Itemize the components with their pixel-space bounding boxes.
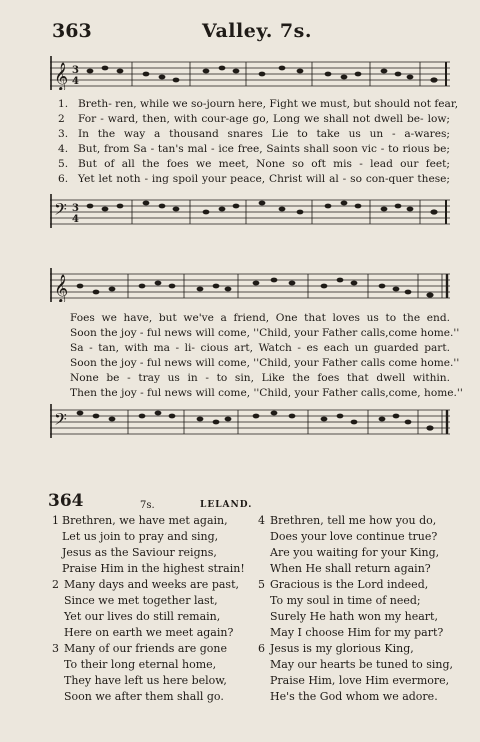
svg-text:3: 3 [72, 65, 79, 76]
staff-system-2-treble [50, 268, 450, 302]
hymn-364-number: 364 [48, 491, 84, 511]
stanza-6-line-2: May our hearts be tuned to sing, [270, 658, 453, 671]
stanza-6-line-1: Jesus is my glorious King, [270, 642, 414, 655]
stanza-3-line-1: Many of our friends are gone [64, 642, 227, 655]
stanza-4-line-4: When He shall return again? [270, 562, 431, 575]
svg-text:3: 3 [72, 203, 79, 214]
staff-system-1-treble [50, 56, 450, 90]
verse-line-2: 2 For - ward, then, with cour-age go, Long we shall not dwell be- low; [58, 113, 450, 125]
stanza-5-line-4: May I choose Him for my part? [270, 626, 444, 639]
staff-system-2-bass [50, 404, 450, 438]
music-notation-icon [50, 404, 450, 438]
refrain-line-1: Foes we have, but we've a friend, One that loves us to the end. [70, 312, 450, 324]
stanza-5-line-1: Gracious is the Lord indeed, [270, 578, 429, 591]
hymn-364-meter: 7s. [140, 500, 155, 511]
verse-line-1: 1. Breth- ren, while we so-journ here, Fight we must, but should not fear, [58, 98, 459, 110]
bass-clef-icon: 𝄢 [54, 199, 67, 223]
stanza-1-line-2: Let us join to pray and sing, [62, 530, 219, 543]
treble-clef-icon: 𝄞 [54, 274, 69, 302]
refrain-line-5: None be - tray us in - to sin, Like the foes that dwell within. [70, 372, 450, 384]
stanza-5-line-3: Surely He hath won my heart, [270, 610, 438, 623]
verse-line-5: 5. But of all the foes we meet, None so oft mis - lead our feet; [58, 158, 450, 170]
stanza-6-line-3: Praise Him, love Him evermore, [270, 674, 450, 687]
treble-clef-icon: 𝄞 [54, 62, 69, 90]
refrain-line-3: Sa - tan, with ma - li- cious art, Watch - es each un guarded part. [70, 342, 450, 354]
bass-clef-icon: 𝄢 [54, 409, 67, 433]
stanza-1-line-1: Brethren, we have met again, [62, 514, 228, 527]
svg-text:4: 4 [72, 214, 79, 225]
music-notation-icon [50, 268, 450, 302]
verse-line-3: 3. In the way a thousand snares Lie to take us un - a-wares; [58, 128, 450, 140]
hymn-363-number: 363 [52, 20, 92, 42]
stanza-6-num: 6 [258, 642, 265, 655]
stanza-4-num: 4 [258, 514, 265, 527]
stanza-5-line-2: To my soul in time of need; [270, 594, 421, 607]
stanza-1-num: 1 [52, 514, 59, 527]
stanza-1-line-4: Praise Him in the highest strain! [62, 562, 245, 575]
music-notation-icon [50, 194, 450, 228]
refrain-line-6: Then the joy - ful news will come, ''Child, your Father calls,come, home.'' [70, 387, 463, 399]
hymn-363-title: Valley. 7s. [202, 20, 312, 42]
verse-line-4: 4. But, from Sa - tan's mal - ice free, Saints shall soon vic - to rious be; [58, 143, 450, 155]
refrain-line-4: Soon the joy - ful news will come, ''Child, your Father calls come home.'' [70, 357, 460, 369]
stanza-3-line-3: They have left us here below, [64, 674, 227, 687]
stanza-2-line-3: Yet our lives do still remain, [64, 610, 221, 623]
stanza-6-line-4: He's the God whom we adore. [270, 690, 438, 703]
music-notation-icon [50, 56, 450, 90]
stanza-1-line-3: Jesus as the Saviour reigns, [62, 546, 217, 559]
stanza-2-line-4: Here on earth we meet again? [64, 626, 234, 639]
stanza-4-line-3: Are you waiting for your King, [270, 546, 440, 559]
svg-text:4: 4 [72, 76, 79, 87]
stanza-2-line-1: Many days and weeks are past, [64, 578, 239, 591]
stanza-2-num: 2 [52, 578, 59, 591]
verse-line-6: 6. Yet let noth - ing spoil your peace, Christ will al - so con-quer these; [58, 173, 450, 185]
stanza-3-line-4: Soon we after them shall go. [64, 690, 224, 703]
stanza-4-line-1: Brethren, tell me how you do, [270, 514, 437, 527]
stanza-5-num: 5 [258, 578, 265, 591]
refrain-line-2: Soon the joy - ful news will come, ''Child, your Father calls,come home.'' [70, 327, 460, 339]
hymn-364-tune: LELAND. [200, 500, 253, 510]
stanza-3-num: 3 [52, 642, 59, 655]
stanza-2-line-2: Since we met together last, [64, 594, 218, 607]
staff-system-1-bass [50, 194, 450, 228]
stanza-4-line-2: Does your love continue true? [270, 530, 438, 543]
stanza-3-line-2: To their long eternal home, [64, 658, 217, 671]
